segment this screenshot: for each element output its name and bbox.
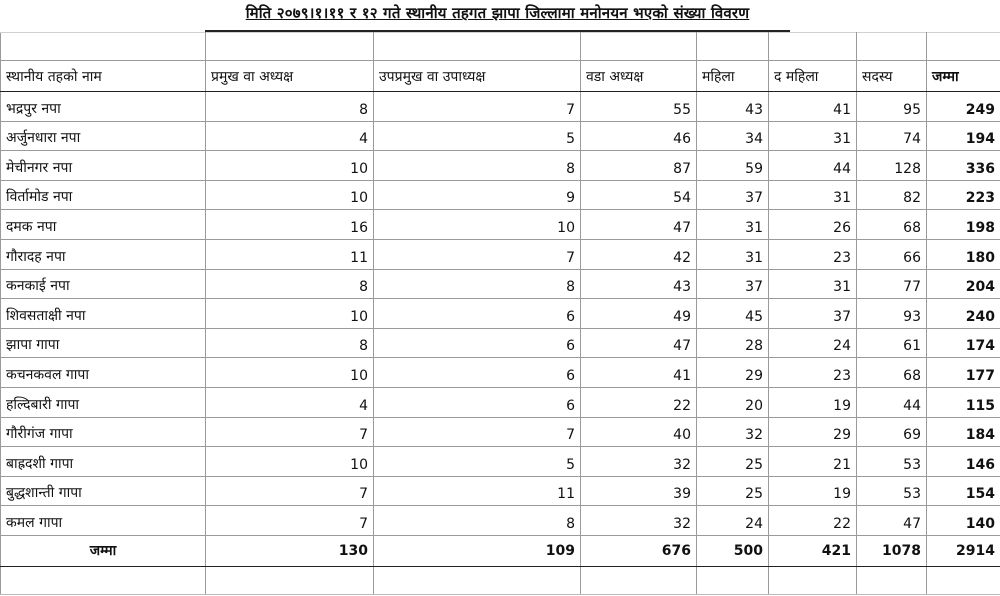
member-count-cell[interactable]: 95 [857, 92, 927, 122]
chief-count-cell[interactable]: 10 [206, 180, 374, 210]
table-row [1, 417, 1000, 447]
women-count-cell[interactable]: 25 [697, 476, 769, 506]
member-count-cell[interactable]: 77 [857, 269, 927, 299]
local-level-name-cell[interactable]: बुद्धशान्ती गापा [1, 476, 206, 506]
table-row [1, 121, 1000, 151]
member-count-cell[interactable]: 68 [857, 210, 927, 240]
women-count-cell[interactable]: 20 [697, 387, 769, 417]
deputy-count-cell[interactable]: 7 [374, 239, 581, 269]
chief-count-total[interactable]: 130 [206, 535, 374, 566]
cell[interactable] [697, 33, 769, 61]
table-row [1, 506, 1000, 536]
report-table [0, 32, 1000, 595]
deputy-count-cell[interactable]: 8 [374, 506, 581, 536]
women-count-cell[interactable]: 28 [697, 328, 769, 358]
table-row [1, 210, 1000, 240]
local-level-name-cell[interactable]: गौरीगंज गापा [1, 417, 206, 447]
chief-count-cell[interactable]: 7 [206, 417, 374, 447]
total-count-cell[interactable]: 140 [927, 506, 1000, 536]
sheet-title: मिति २०७९।१।११ र १२ गते स्थानीय तहगत झापा जिल्लामा मनोनयन भएको संख्या विवरण [245, 4, 750, 22]
header-row [1, 61, 1000, 92]
total-count-total[interactable]: 2914 [927, 535, 1000, 566]
header-deputy[interactable]: उपप्रमुख वा उपाध्यक्ष [374, 61, 581, 92]
blank-row [1, 33, 1000, 61]
deputy-count-cell[interactable]: 7 [374, 92, 581, 122]
local-level-name-cell[interactable]: मेचीनगर नपा [1, 151, 206, 181]
dalit-women-count-cell[interactable]: 44 [769, 151, 857, 181]
total-count-cell[interactable]: 249 [927, 92, 1000, 122]
member-count-cell[interactable]: 128 [857, 151, 927, 181]
member-count-cell[interactable]: 82 [857, 180, 927, 210]
deputy-count-cell[interactable]: 6 [374, 387, 581, 417]
dalit-women-count-cell[interactable]: 31 [769, 269, 857, 299]
deputy-count-cell[interactable]: 7 [374, 417, 581, 447]
dalit-women-count-cell[interactable]: 26 [769, 210, 857, 240]
dalit-women-count-cell[interactable]: 31 [769, 121, 857, 151]
cell[interactable] [857, 33, 927, 61]
member-count-cell[interactable]: 68 [857, 358, 927, 388]
cell[interactable] [374, 33, 581, 61]
ward-chair-count-cell[interactable]: 41 [581, 358, 697, 388]
women-count-cell[interactable]: 45 [697, 299, 769, 329]
member-count-cell[interactable]: 53 [857, 447, 927, 477]
women-count-cell[interactable]: 32 [697, 417, 769, 447]
women-count-cell[interactable]: 34 [697, 121, 769, 151]
chief-count-cell[interactable]: 8 [206, 92, 374, 122]
chief-count-cell[interactable]: 11 [206, 239, 374, 269]
deputy-count-cell[interactable]: 11 [374, 476, 581, 506]
cell[interactable] [206, 33, 374, 61]
ward-chair-count-cell[interactable]: 55 [581, 92, 697, 122]
header-local-level[interactable]: स्थानीय तहको नाम [1, 61, 206, 92]
total-count-cell[interactable]: 154 [927, 476, 1000, 506]
local-level-name-cell[interactable]: झापा गापा [1, 328, 206, 358]
dalit-women-count-cell[interactable]: 31 [769, 180, 857, 210]
dalit-women-count-cell[interactable]: 23 [769, 358, 857, 388]
dalit-women-count-cell[interactable]: 23 [769, 239, 857, 269]
local-level-name-cell[interactable]: विर्तामोड नपा [1, 180, 206, 210]
dalit-women-count-cell[interactable]: 37 [769, 299, 857, 329]
total-count-cell[interactable]: 146 [927, 447, 1000, 477]
women-count-cell[interactable]: 29 [697, 358, 769, 388]
women-count-cell[interactable]: 31 [697, 239, 769, 269]
women-count-cell[interactable]: 31 [697, 210, 769, 240]
header-total[interactable]: जम्मा [927, 61, 1000, 92]
women-count-cell[interactable]: 25 [697, 447, 769, 477]
deputy-count-cell[interactable]: 6 [374, 299, 581, 329]
ward-chair-count-cell[interactable]: 39 [581, 476, 697, 506]
table-row [1, 358, 1000, 388]
local-level-name-cell[interactable]: गौरादह नपा [1, 239, 206, 269]
cell[interactable] [581, 33, 697, 61]
cell[interactable] [206, 566, 374, 594]
ward-chair-count-cell[interactable]: 22 [581, 387, 697, 417]
ward-chair-count-cell[interactable]: 40 [581, 417, 697, 447]
total-count-cell[interactable]: 184 [927, 417, 1000, 447]
total-count-cell[interactable]: 240 [927, 299, 1000, 329]
table-row [1, 447, 1000, 477]
local-level-name-cell[interactable]: भद्रपुर नपा [1, 92, 206, 122]
ward-chair-count-cell[interactable]: 32 [581, 506, 697, 536]
ward-chair-count-cell[interactable]: 49 [581, 299, 697, 329]
deputy-count-cell[interactable]: 10 [374, 210, 581, 240]
header-dalit-women[interactable]: द महिला [769, 61, 857, 92]
dalit-women-count-cell[interactable]: 21 [769, 447, 857, 477]
ward-chair-count-cell[interactable]: 46 [581, 121, 697, 151]
chief-count-cell[interactable]: 8 [206, 269, 374, 299]
member-count-cell[interactable]: 61 [857, 328, 927, 358]
total-count-cell[interactable]: 115 [927, 387, 1000, 417]
chief-count-cell[interactable]: 10 [206, 358, 374, 388]
member-count-cell[interactable]: 74 [857, 121, 927, 151]
ward-chair-count-total[interactable]: 676 [581, 535, 697, 566]
women-count-cell[interactable]: 37 [697, 269, 769, 299]
cell[interactable] [1, 566, 206, 594]
cell[interactable] [769, 33, 857, 61]
local-level-name-cell[interactable]: कचनकवल गापा [1, 358, 206, 388]
women-count-cell[interactable]: 24 [697, 506, 769, 536]
deputy-count-cell[interactable]: 5 [374, 121, 581, 151]
deputy-count-cell[interactable]: 8 [374, 151, 581, 181]
table-row [1, 269, 1000, 299]
ward-chair-count-cell[interactable]: 87 [581, 151, 697, 181]
local-level-name-cell[interactable]: हल्दिबारी गापा [1, 387, 206, 417]
cell[interactable] [927, 566, 1000, 594]
member-count-cell[interactable]: 53 [857, 476, 927, 506]
women-count-total[interactable]: 500 [697, 535, 769, 566]
total-count-cell[interactable]: 198 [927, 210, 1000, 240]
member-count-cell[interactable]: 47 [857, 506, 927, 536]
local-level-name-cell[interactable]: कनकाई नपा [1, 269, 206, 299]
cell[interactable] [927, 33, 1000, 61]
dalit-women-count-cell[interactable]: 19 [769, 476, 857, 506]
ward-chair-count-cell[interactable]: 54 [581, 180, 697, 210]
ward-chair-count-cell[interactable]: 47 [581, 328, 697, 358]
chief-count-cell[interactable]: 10 [206, 151, 374, 181]
ward-chair-count-cell[interactable]: 32 [581, 447, 697, 477]
total-label[interactable]: जम्मा [1, 535, 206, 566]
women-count-cell[interactable]: 43 [697, 92, 769, 122]
member-count-cell[interactable]: 93 [857, 299, 927, 329]
total-count-cell[interactable]: 336 [927, 151, 1000, 181]
local-level-name-cell[interactable]: दमक नपा [1, 210, 206, 240]
deputy-count-cell[interactable]: 6 [374, 358, 581, 388]
chief-count-cell[interactable]: 8 [206, 328, 374, 358]
member-count-cell[interactable]: 66 [857, 239, 927, 269]
dalit-women-count-cell[interactable]: 22 [769, 506, 857, 536]
deputy-count-cell[interactable]: 5 [374, 447, 581, 477]
women-count-cell[interactable]: 37 [697, 180, 769, 210]
total-count-cell[interactable]: 177 [927, 358, 1000, 388]
chief-count-cell[interactable]: 4 [206, 121, 374, 151]
member-count-total[interactable]: 1078 [857, 535, 927, 566]
local-level-name-cell[interactable]: बाह्रदशी गापा [1, 447, 206, 477]
header-chief[interactable]: प्रमुख वा अध्यक्ष [206, 61, 374, 92]
cell[interactable] [697, 566, 769, 594]
header-member[interactable]: सदस्य [857, 61, 927, 92]
dalit-women-count-cell[interactable]: 29 [769, 417, 857, 447]
table-row [1, 299, 1000, 329]
local-level-name-cell[interactable]: शिवसताक्षी नपा [1, 299, 206, 329]
cell[interactable] [374, 566, 581, 594]
table-row [1, 387, 1000, 417]
dalit-women-count-cell[interactable]: 41 [769, 92, 857, 122]
ward-chair-count-cell[interactable]: 47 [581, 210, 697, 240]
deputy-count-cell[interactable]: 6 [374, 328, 581, 358]
dalit-women-count-cell[interactable]: 24 [769, 328, 857, 358]
table-row [1, 92, 1000, 122]
local-level-name-cell[interactable]: कमल गापा [1, 506, 206, 536]
table-row [1, 180, 1000, 210]
chief-count-cell[interactable]: 16 [206, 210, 374, 240]
cell[interactable] [769, 566, 857, 594]
chief-count-cell[interactable]: 4 [206, 387, 374, 417]
deputy-count-total[interactable]: 109 [374, 535, 581, 566]
blank-row [1, 566, 1000, 594]
table-row [1, 328, 1000, 358]
total-row [1, 535, 1000, 566]
deputy-count-cell[interactable]: 9 [374, 180, 581, 210]
women-count-cell[interactable]: 59 [697, 151, 769, 181]
header-women[interactable]: महिला [697, 61, 769, 92]
chief-count-cell[interactable]: 7 [206, 476, 374, 506]
deputy-count-cell[interactable]: 8 [374, 269, 581, 299]
total-count-cell[interactable]: 174 [927, 328, 1000, 358]
total-count-cell[interactable]: 204 [927, 269, 1000, 299]
ward-chair-count-cell[interactable]: 42 [581, 239, 697, 269]
cell[interactable] [857, 566, 927, 594]
total-count-cell[interactable]: 223 [927, 180, 1000, 210]
dalit-women-count-cell[interactable]: 19 [769, 387, 857, 417]
table-row [1, 151, 1000, 181]
header-ward-chair[interactable]: वडा अध्यक्ष [581, 61, 697, 92]
table-row [1, 476, 1000, 506]
cell[interactable] [1, 33, 206, 61]
cell[interactable] [581, 566, 697, 594]
ward-chair-count-cell[interactable]: 43 [581, 269, 697, 299]
table-row [1, 239, 1000, 269]
chief-count-cell[interactable]: 7 [206, 506, 374, 536]
local-level-name-cell[interactable]: अर्जुनधारा नपा [1, 121, 206, 151]
total-count-cell[interactable]: 194 [927, 121, 1000, 151]
chief-count-cell[interactable]: 10 [206, 299, 374, 329]
total-count-cell[interactable]: 180 [927, 239, 1000, 269]
dalit-women-count-total[interactable]: 421 [769, 535, 857, 566]
member-count-cell[interactable]: 69 [857, 417, 927, 447]
member-count-cell[interactable]: 44 [857, 387, 927, 417]
chief-count-cell[interactable]: 10 [206, 447, 374, 477]
